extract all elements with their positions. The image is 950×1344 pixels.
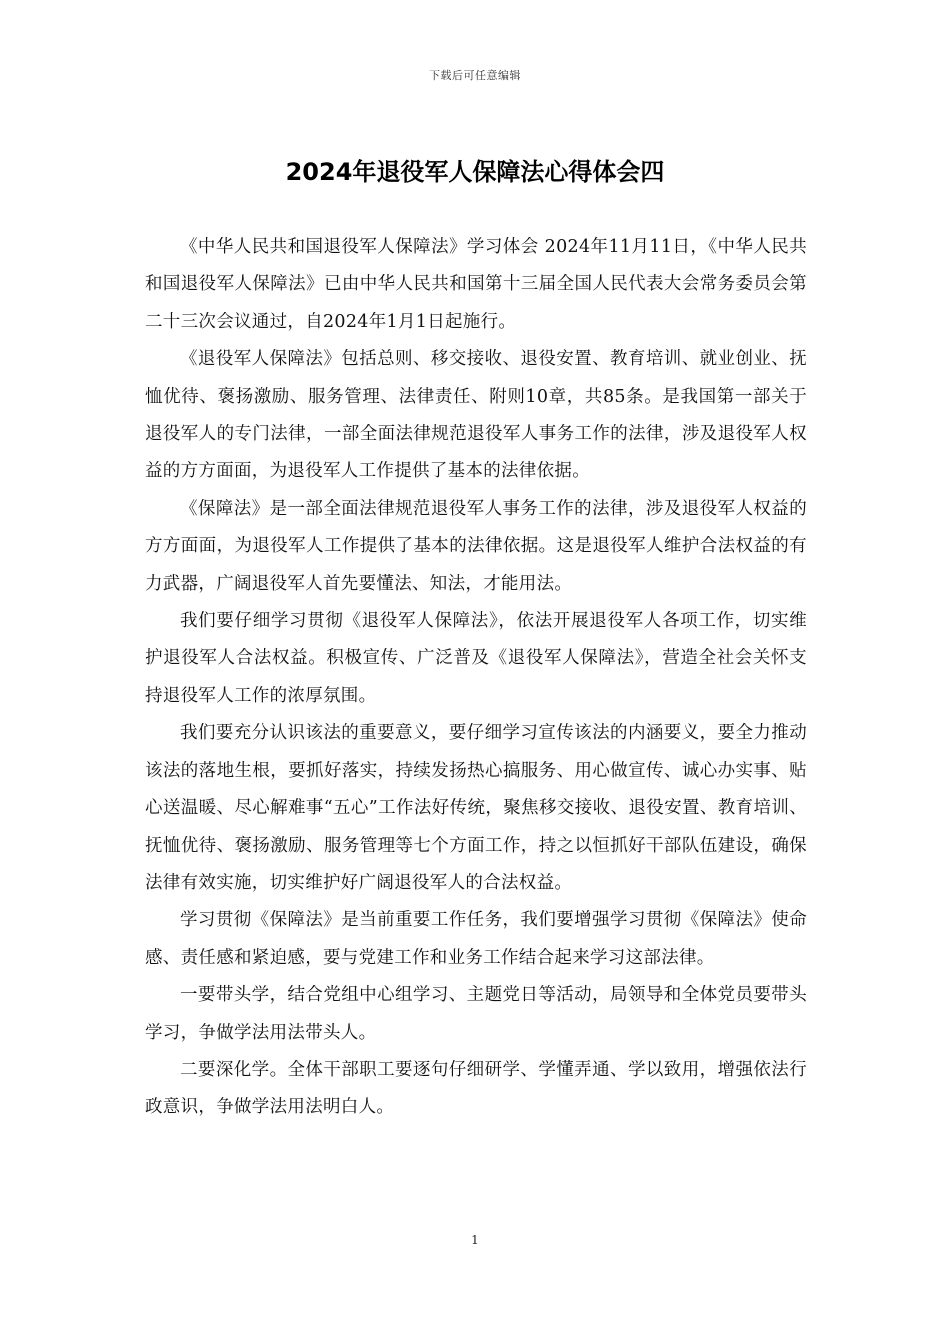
document-title: 2024年退役军人保障法心得体会四 <box>285 158 665 186</box>
header-note: 下载后可任意编辑 <box>429 69 521 82</box>
paragraph-5: 我们要充分认识该法的重要意义，要仔细学习宣传该法的内涵要义，要全力推动该法的落地生根，要抓好落实，持续发扬热心搞服务、用心做宣传、诚心办实事、贴心送温暖、尽心解难事“五心”工作法好传统，聚焦移交接收、退役安置、教育培训、抚恤优待、褒扬激励、服务管理等七个方面工作，持之以恒抓好干部队伍建设，确保法律有效实施，切实维护好广阔退役军人的合法权益。 <box>145 723 807 893</box>
paragraph-3: 《保障法》是一部全面法律规范退役军人事务工作的法律，涉及退役军人权益的方方面面，为退役军人工作提供了基本的法律依据。这是退役军人维护合法权益的有力武器，广阔退役军人首先要懂法、知法，才能用法。 <box>145 498 807 594</box>
paragraph-2: 《退役军人保障法》包括总则、移交接收、退役安置、教育培训、就业创业、抚恤优待、褒扬激励、服务管理、法律责任、附则10章，共85条。是我国第一部关于退役军人的专门法律，一部全面法律规范退役军人事务工作的法律，涉及退役军人权益的方方面面，为退役军人工作提供了基本的法律依据。 <box>145 349 807 482</box>
paragraph-1: 《中华人民共和国退役军人保障法》学习体会 2024年11月11日，《中华人民共和国退役军人保障法》已由中华人民共和国第十三届全国人民代表大会常务委员会第二十三次会议通过，自2024年1月1日起施行。 <box>145 237 807 332</box>
paragraph-6: 学习贯彻《保障法》是当前重要工作任务，我们要增强学习贯彻《保障法》使命感、责任感和紧迫感，要与党建工作和业务工作结合起来学习这部法律。 <box>145 910 807 968</box>
paragraph-7: 一要带头学，结合党组中心组学习、主题党日等活动，局领导和全体党员要带头学习，争做学法用法带头人。 <box>145 985 807 1043</box>
page-number: 1 <box>471 1233 479 1247</box>
paragraph-8: 二要深化学。全体干部职工要逐句仔细研学、学懂弄通、学以致用，增强依法行政意识，争做学法用法明白人。 <box>145 1059 807 1118</box>
paragraph-4: 我们要仔细学习贯彻《退役军人保障法》，依法开展退役军人各项工作，切实维护退役军人合法权益。积极宣传、广泛普及《退役军人保障法》，营造全社会关怀支持退役军人工作的浓厚氛围。 <box>145 611 807 706</box>
document-body <box>145 229 807 1127</box>
